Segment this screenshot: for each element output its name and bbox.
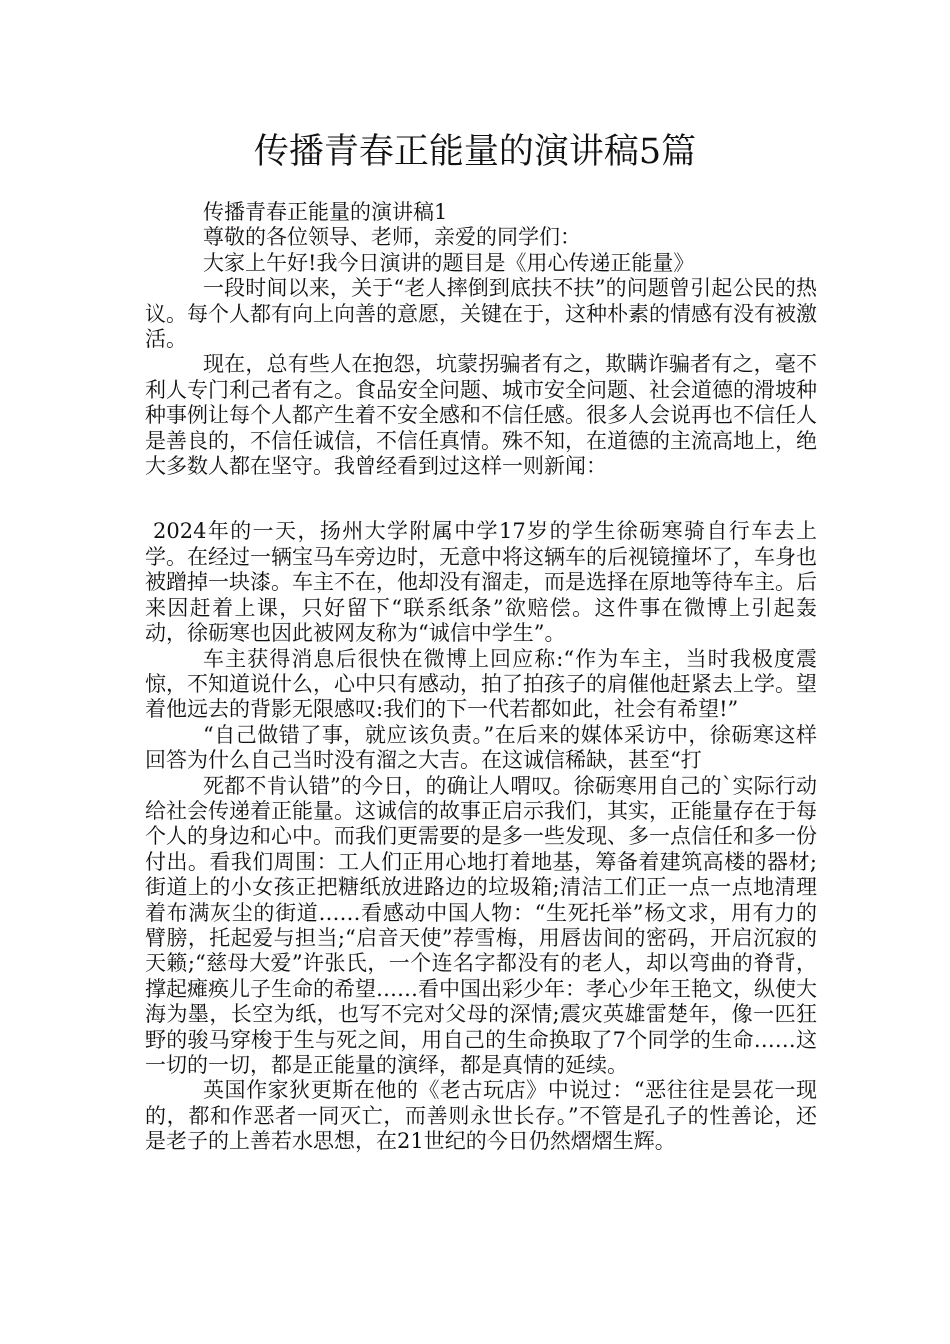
salutation: 尊敬的各位领导、老师，亲爱的同学们：	[203, 225, 581, 250]
section-heading: 传播青春正能量的演讲稿1	[203, 200, 448, 224]
body-paragraph: 死都不肯认错”的今日，的确让人喟叹。徐砺寒用自己的`实际行动给社会传递着正能量。这诚信的故事正启示我们，其实，正能量存在于每个人的身边和心中。而我们更需要的是多一些发现、多一点信任和多一份付出。看我们周围：工人们正用心地打着地基，筹备着建筑高楼的器材;街道上的小女孩正把糖纸放进路边的垃圾箱;清洁工们正一点一点地清理着布满灰尘的街道……看感动中国人物：“生死托举”杨文求，用有力的臂膀，托起爱与担当;“启音天使”荐雪梅，用唇齿间的密码，开启沉寂的天籁;“慈母大爱”许张氏，一个连名字都没有的老人，却以弯曲的脊背，撑起瘫痪儿子生命的希望……看中国出彩少年：孝心少年王艳文，纵使大海为墨，长空为纸，也写不完对父母的深情;震灾英雄雷楚年，像一匹狂野的骏马穿梭于生与死之间，用自己的生命换取了7个同学的生命……这一切的一切，都是正能量的演绎，都是真情的延续。	[145, 773, 817, 1077]
body-paragraph: 英国作家狄更斯在他的《老古玩店》中说过：“恶往往是昙花一现的，都和作恶者一同灭亡，而善则永世长存。”不管是孔子的性善论，还是老子的上善若水思想，在21世纪的今日仍然熠熠生辉。	[145, 1078, 817, 1154]
document-title: 传播青春正能量的演讲稿5篇	[253, 132, 697, 172]
body-paragraph: 一段时间以来，关于“老人摔倒到底扶不扶”的问题曾引起公民的热议。每个人都有向上向善的意愿，关键在于，这种朴素的情感有没有被激活。	[145, 276, 817, 352]
document-body	[145, 200, 817, 1155]
body-paragraph: 车主获得消息后很快在微博上回应称:“作为车主，当时我极度震惊，不知道说什么，心中只有感动，拍了拍孩子的肩催他赶紧去上学。望着他远去的背影无限感叹:我们的下一代若都如此，社会有希望!”	[145, 646, 817, 722]
greeting-paragraph: 大家上午好!我今日演讲的题目是《用心传递正能量》	[203, 250, 695, 275]
body-paragraph: 现在，总有些人在抱怨，坑蒙拐骗者有之，欺瞒诈骗者有之，毫不利人专门利己者有之。食品安全问题、城市安全问题、社会道德的滑坡种种事例让每个人都产生着不安全感和不信任感。很多人会说再也不信任人是善良的，不信任诚信，不信任真情。殊不知，在道德的主流高地上，绝大多数人都在坚守。我曾经看到过这样一则新闻：	[145, 352, 817, 479]
news-paragraph: 2024年的一天，扬州大学附属中学17岁的学生徐砺寒骑自行车去上学。在经过一辆宝马车旁边时，无意中将这辆车的后视镜撞坏了，车身也被蹭掉一块漆。车主不在，他却没有溜走，而是选择在原地等待车主。后来因赶着上课，只好留下“联系纸条”欲赔偿。这件事在微博上引起轰动，徐砺寒也因此被网友称为“诚信中学生”。	[145, 519, 817, 646]
paragraph-spacer	[145, 479, 817, 519]
body-paragraph: “自己做错了事，就应该负责。”在后来的媒体采访中，徐砺寒这样回答为什么自己当时没有溜之大吉。在这诚信稀缺，甚至“打	[145, 722, 817, 773]
